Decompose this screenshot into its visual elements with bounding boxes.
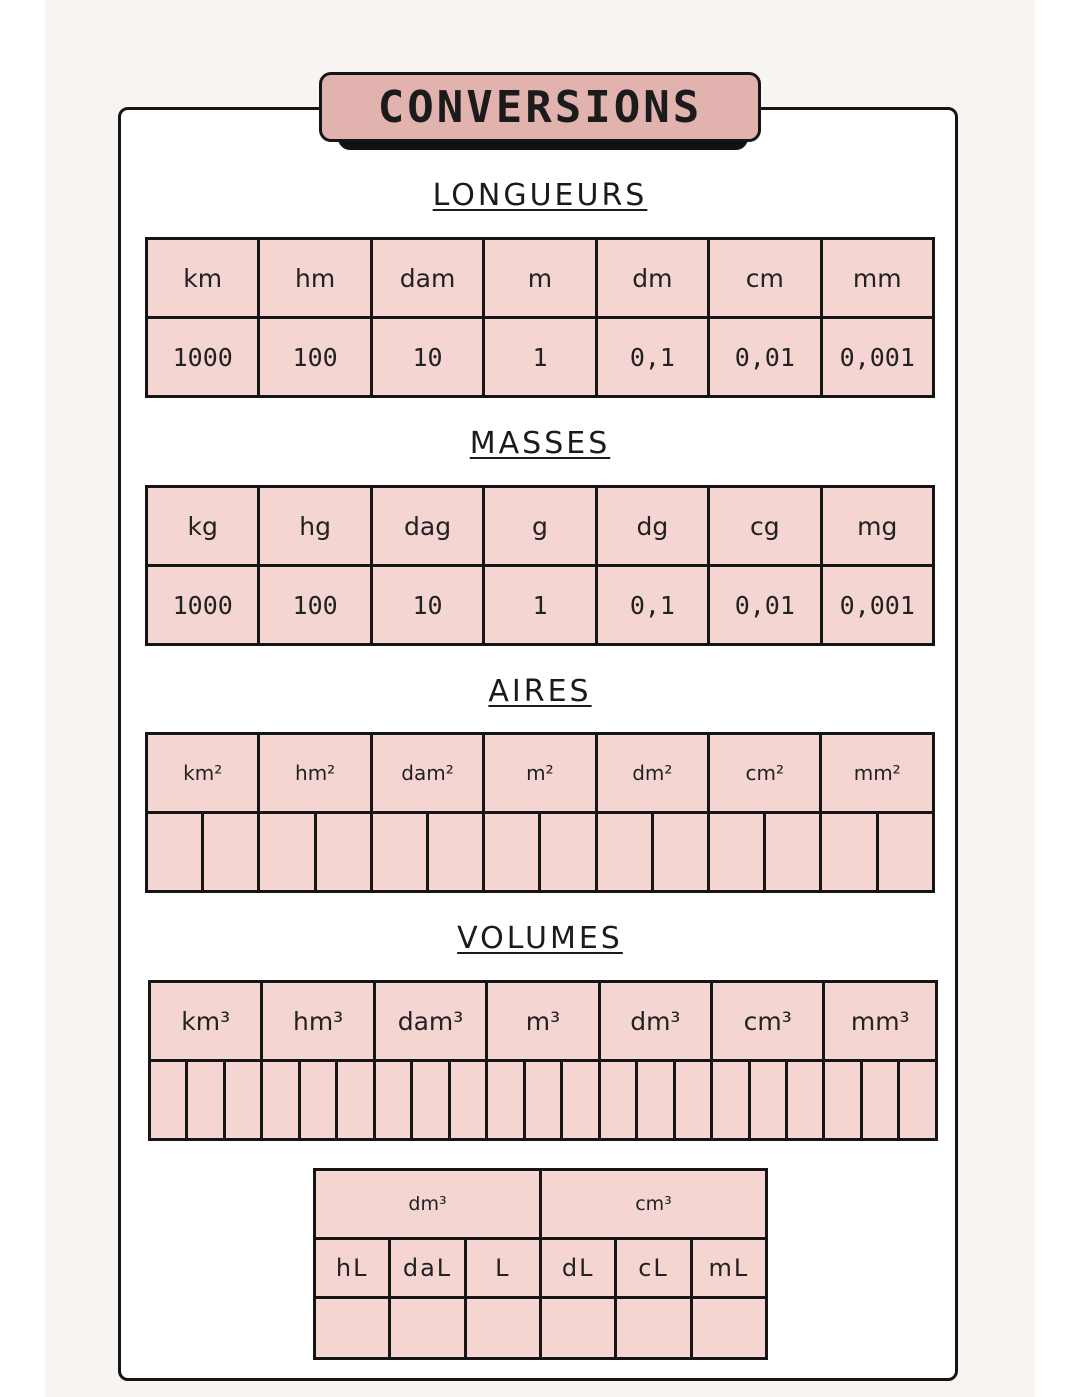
unit-cell: mm: [821, 239, 933, 318]
unit-cell: mm²: [821, 734, 934, 813]
unit-cell: cg: [709, 487, 821, 566]
digit-cell: [524, 1061, 561, 1140]
value-cell: 0,01: [709, 318, 821, 397]
digit-cell: [562, 1061, 599, 1140]
value-cell: 0,1: [596, 318, 708, 397]
digit-cell: [599, 1061, 636, 1140]
capacity-unit-cell: hL: [315, 1239, 390, 1298]
digit-cell: [147, 813, 203, 892]
table-capacites: [313, 1168, 768, 1360]
digit-cell: [861, 1061, 898, 1140]
digit-cell: [299, 1061, 336, 1140]
digit-cell: [596, 813, 652, 892]
digit-cell: [203, 813, 259, 892]
digit-cell: [821, 813, 877, 892]
value-cell: 10: [371, 566, 483, 645]
capacity-unit-cell: dL: [540, 1239, 615, 1298]
value-cell: 0,01: [709, 566, 821, 645]
digit-cell: [374, 1061, 411, 1140]
unit-cell: kg: [147, 487, 259, 566]
value-cell: 0,001: [821, 318, 933, 397]
digit-cell: [449, 1061, 486, 1140]
digit-cell: [691, 1298, 766, 1359]
capacity-unit-cell: L: [465, 1239, 540, 1298]
digit-cell: [824, 1061, 861, 1140]
digit-cell: [674, 1061, 711, 1140]
digit-cell: [712, 1061, 749, 1140]
unit-cell: km: [147, 239, 259, 318]
digit-cell: [652, 813, 708, 892]
digit-cell: [487, 1061, 524, 1140]
unit-cell: mm³: [824, 982, 937, 1061]
unit-cell: km³: [150, 982, 262, 1061]
value-cell: 100: [259, 566, 371, 645]
group-cell-cm3: cm³: [540, 1170, 766, 1239]
value-cell: 1: [484, 566, 596, 645]
capacity-unit-cell: mL: [691, 1239, 766, 1298]
unit-cell: dam: [371, 239, 483, 318]
value-cell: 1: [484, 318, 596, 397]
capacity-unit-cell: daL: [390, 1239, 465, 1298]
digit-cell: [337, 1061, 374, 1140]
section-title-aires: AIRES: [488, 674, 592, 709]
unit-cell: km²: [147, 734, 259, 813]
digit-cell: [259, 813, 315, 892]
unit-cell: m³: [487, 982, 599, 1061]
group-cell-dm3: dm³: [315, 1170, 541, 1239]
digit-cell: [749, 1061, 786, 1140]
unit-cell: g: [484, 487, 596, 566]
value-cell: 0,001: [821, 566, 933, 645]
unit-cell: hm³: [262, 982, 374, 1061]
unit-cell: dm: [596, 239, 708, 318]
unit-cell: m: [484, 239, 596, 318]
digit-cell: [877, 813, 933, 892]
capacity-unit-cell: cL: [616, 1239, 691, 1298]
digit-cell: [428, 813, 484, 892]
digit-cell: [765, 813, 821, 892]
digit-cell: [224, 1061, 261, 1140]
digit-cell: [540, 1298, 615, 1359]
digit-cell: [187, 1061, 224, 1140]
unit-cell: cm³: [712, 982, 824, 1061]
unit-cell: cm: [709, 239, 821, 318]
unit-cell: dam²: [371, 734, 483, 813]
unit-cell: hg: [259, 487, 371, 566]
value-cell: 10: [371, 318, 483, 397]
value-cell: 1000: [147, 318, 259, 397]
unit-cell: dm³: [599, 982, 711, 1061]
table-masses: [145, 485, 935, 646]
page-title: CONVERSIONS: [377, 81, 703, 133]
table-volumes: [148, 980, 938, 1141]
value-cell: 1000: [147, 566, 259, 645]
unit-cell: mg: [821, 487, 933, 566]
digit-cell: [412, 1061, 449, 1140]
digit-cell: [540, 813, 596, 892]
unit-cell: hm²: [259, 734, 371, 813]
digit-cell: [786, 1061, 823, 1140]
digit-cell: [390, 1298, 465, 1359]
table-longueurs: [145, 237, 935, 398]
digit-cell: [709, 813, 765, 892]
digit-cell: [315, 1298, 390, 1359]
unit-cell: dam³: [374, 982, 486, 1061]
section-title-volumes: VOLUMES: [457, 921, 623, 956]
section-title-longueurs: LONGUEURS: [432, 178, 648, 213]
digit-cell: [465, 1298, 540, 1359]
section-title-masses: MASSES: [469, 426, 611, 461]
digit-cell: [616, 1298, 691, 1359]
value-cell: 100: [259, 318, 371, 397]
unit-cell: dag: [371, 487, 483, 566]
unit-cell: dm²: [596, 734, 708, 813]
unit-cell: hm: [259, 239, 371, 318]
digit-cell: [484, 813, 540, 892]
digit-cell: [150, 1061, 187, 1140]
digit-cell: [637, 1061, 674, 1140]
digit-cell: [899, 1061, 937, 1140]
unit-cell: m²: [484, 734, 596, 813]
digit-cell: [262, 1061, 299, 1140]
digit-cell: [371, 813, 427, 892]
value-cell: 0,1: [596, 566, 708, 645]
unit-cell: cm²: [709, 734, 821, 813]
table-aires: [145, 732, 935, 893]
unit-cell: dg: [596, 487, 708, 566]
digit-cell: [315, 813, 371, 892]
title-banner: [319, 72, 761, 142]
